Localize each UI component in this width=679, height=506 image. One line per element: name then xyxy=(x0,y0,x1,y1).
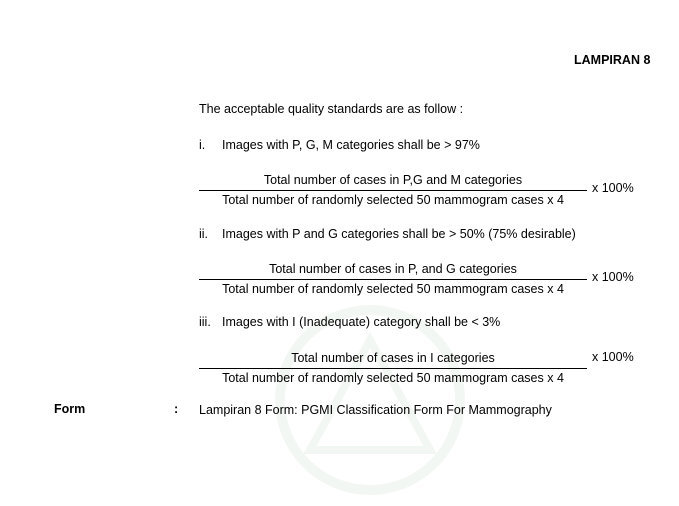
form-value: Lampiran 8 Form: PGMI Classification Form For Mammography xyxy=(199,403,552,417)
item-2-numeral: ii. xyxy=(199,227,209,241)
formula-2-numerator: Total number of cases in P, and G categories xyxy=(269,262,517,276)
item-1-numeral: i. xyxy=(199,138,206,152)
watermark-logo xyxy=(270,300,470,500)
formula-2-multiplier: x 100% xyxy=(592,270,634,284)
formula-1 xyxy=(199,172,587,208)
formula-3-denominator: Total number of randomly selected 50 mammogram cases x 4 xyxy=(222,371,564,385)
formula-3-multiplier: x 100% xyxy=(592,350,634,364)
form-colon: : xyxy=(174,402,179,416)
item-3-numeral: iii. xyxy=(199,315,211,329)
formula-1-denominator: Total number of randomly selected 50 mammogram cases x 4 xyxy=(222,193,564,207)
item-2 xyxy=(199,227,576,241)
formula-2-denominator: Total number of randomly selected 50 mammogram cases x 4 xyxy=(222,282,564,296)
formula-2 xyxy=(199,261,587,297)
formula-1-fraction-bar xyxy=(199,190,587,191)
formula-1-multiplier: x 100% xyxy=(592,181,634,195)
formula-2-fraction-bar xyxy=(199,279,587,280)
formula-3-fraction-bar xyxy=(199,368,587,369)
intro-text: The acceptable quality standards are as follow : xyxy=(199,102,464,116)
lampiran-heading: LAMPIRAN 8 xyxy=(574,53,651,67)
formula-3 xyxy=(199,350,587,386)
item-3-text: Images with I (Inadequate) category shall be < 3% xyxy=(222,315,501,329)
item-3 xyxy=(199,315,500,329)
item-2-text: Images with P and G categories shall be > 50% (75% desirable) xyxy=(222,227,576,241)
form-label: Form xyxy=(54,402,86,416)
formula-1-numerator: Total number of cases in P,G and M categories xyxy=(263,173,523,187)
item-1-text: Images with P, G, M categories shall be > 97% xyxy=(222,138,480,152)
formula-3-numerator: Total number of cases in I categories xyxy=(291,351,495,365)
item-1 xyxy=(199,138,480,152)
